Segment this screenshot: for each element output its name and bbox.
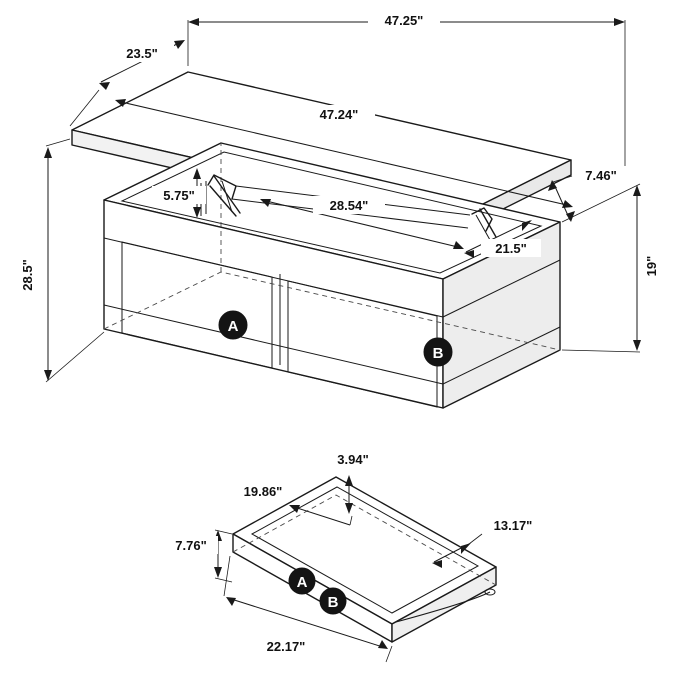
- dim-overall-width-label: 47.25": [384, 13, 424, 28]
- callout-a-table: [219, 311, 247, 339]
- dim-drawer-height-label: 7.76": [175, 538, 207, 553]
- dim-drawer-height: [164, 530, 232, 582]
- dim-lift-top-width-label: 47.24": [319, 107, 359, 122]
- dim-top-thickness-offset-label: 7.46": [585, 168, 617, 183]
- drawer-view: [164, 450, 544, 662]
- callout-a-drawer-label: A: [296, 574, 308, 591]
- callout-b-drawer-label: B: [327, 594, 339, 611]
- main-table-view: [18, 10, 667, 408]
- callout-b-table-label: B: [432, 345, 444, 362]
- dim-drawer-side-thickness-label: 3.94": [337, 452, 369, 467]
- dim-overall-height: [18, 139, 104, 382]
- dim-drawer-interior-width-label: 19.86": [243, 484, 283, 499]
- callout-a-drawer: [289, 568, 315, 594]
- dim-interior-depth-label: 21.5": [495, 241, 527, 256]
- dim-drawer-interior-depth-label: 13.17": [493, 518, 533, 533]
- dim-cabinet-height: [562, 184, 667, 352]
- dim-cabinet-height-label: 19": [644, 255, 659, 277]
- dim-drawer-overall-width-label: 22.17": [266, 639, 306, 654]
- dim-overall-height-label: 28.5": [20, 259, 35, 291]
- dim-interior-width-label: 28.54": [329, 198, 369, 213]
- callout-b-drawer: [320, 588, 346, 614]
- dim-overall-depth-label: 23.5": [126, 46, 158, 61]
- drawer-body: [233, 477, 496, 642]
- callout-b-table: [424, 338, 452, 366]
- dim-lift-top-clearance-label: 5.75": [163, 188, 195, 203]
- callout-a-table-label: A: [227, 318, 239, 335]
